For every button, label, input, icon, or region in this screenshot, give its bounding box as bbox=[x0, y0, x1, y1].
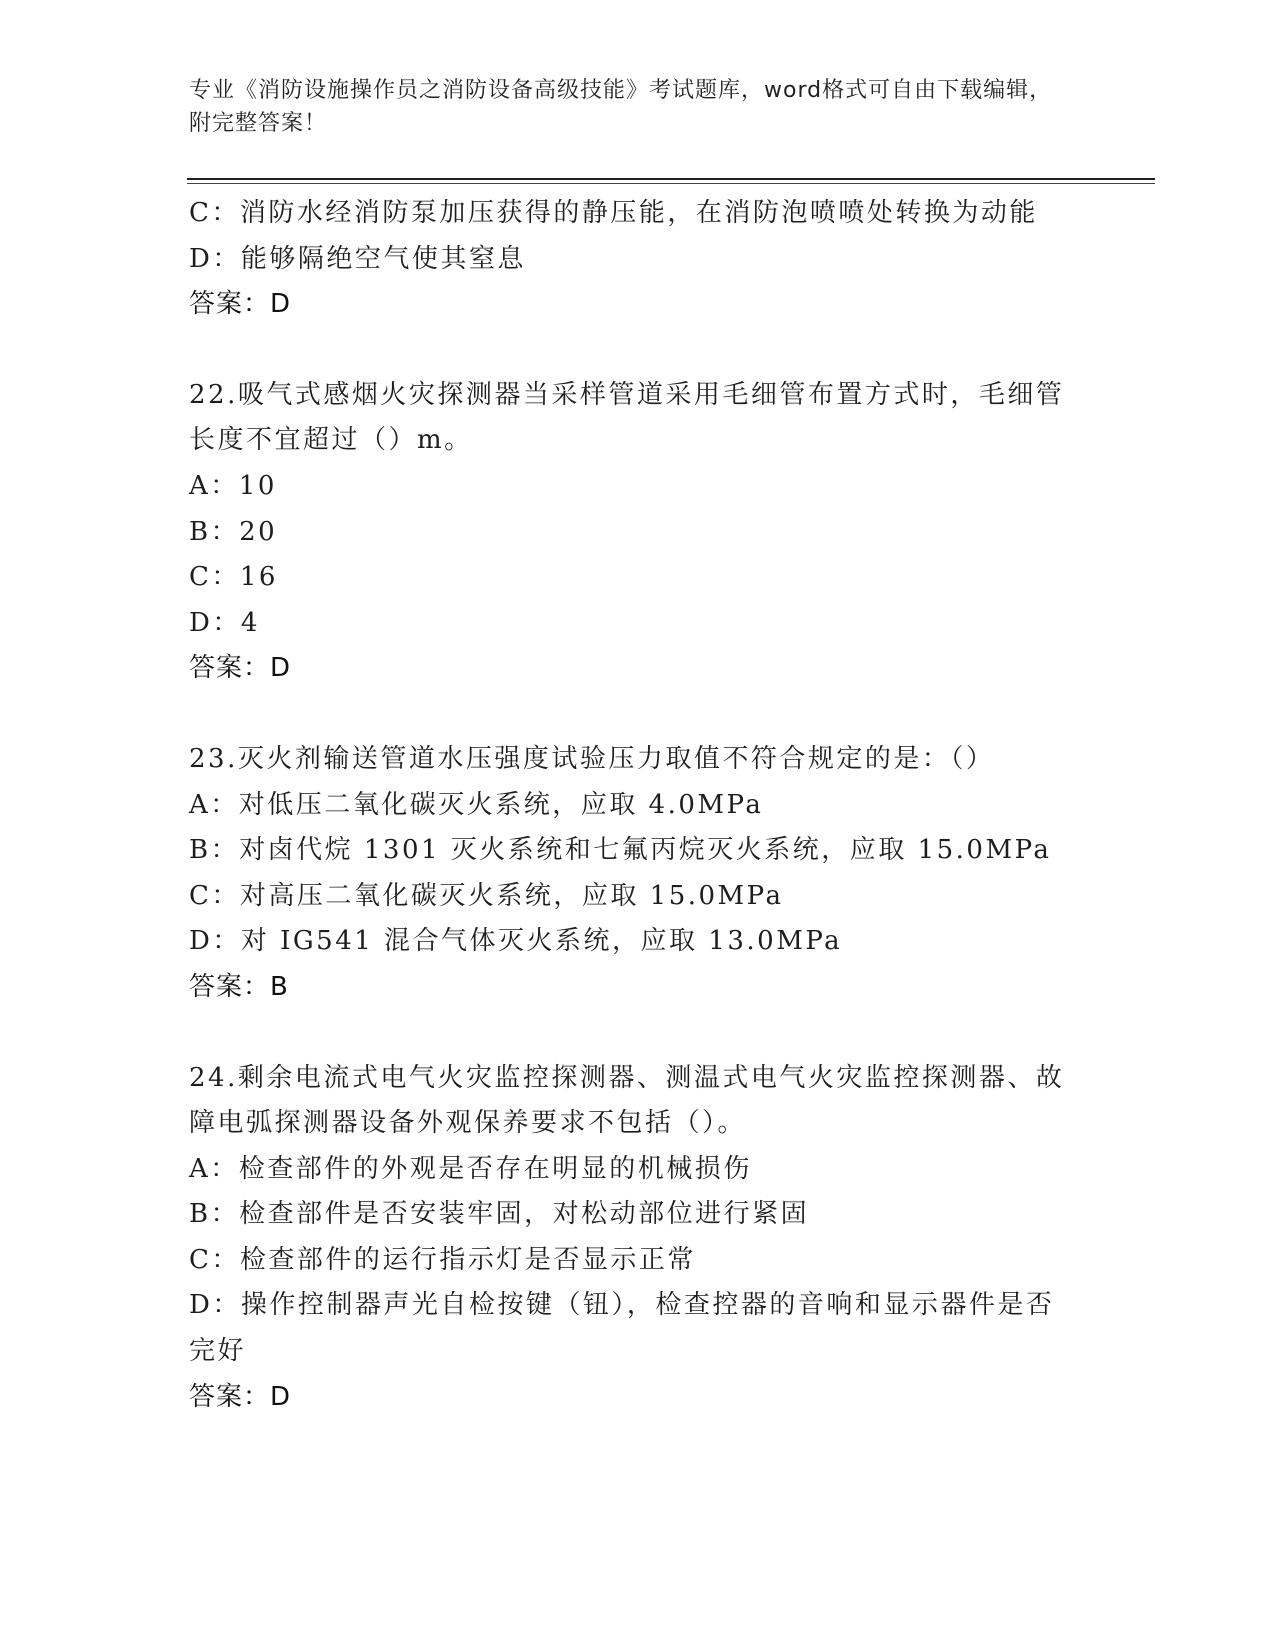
header-divider-thick bbox=[187, 178, 1155, 180]
question-stem-line: 22.吸气式感烟火灾探测器当采样管道采用毛细管布置方式时，毛细管 bbox=[189, 379, 1065, 410]
option-line: D：4 bbox=[189, 607, 260, 638]
option-line: D：能够隔绝空气使其窒息 bbox=[189, 243, 526, 274]
option-line: A：对低压二氧化碳灭火系统，应取 4.0MPa bbox=[189, 789, 764, 820]
answer-line: 答案：D bbox=[189, 1381, 292, 1412]
option-line: C：16 bbox=[189, 562, 278, 593]
previous-question-tail bbox=[189, 191, 1079, 328]
option-line: C：检查部件的运行指示灯是否显示正常 bbox=[189, 1244, 696, 1275]
answer-line: 答案：D bbox=[189, 653, 292, 684]
option-line: B：检查部件是否安装牢固，对松动部位进行紧固 bbox=[189, 1199, 810, 1230]
option-line: A：检查部件的外观是否存在明显的机械损伤 bbox=[189, 1153, 752, 1184]
option-line: C：消防水经消防泵加压获得的静压能，在消防泡喷喷处转换为动能 bbox=[189, 198, 1038, 228]
answer-line: 答案：B bbox=[189, 971, 289, 1002]
question-list bbox=[189, 191, 1079, 1420]
document-header: 专业《消防设施操作员之消防设备高级技能》考试题库，word格式可自由下载编辑，附完整答案！ bbox=[189, 78, 1053, 136]
question-24 bbox=[189, 1056, 1079, 1421]
question-23 bbox=[189, 737, 1079, 1011]
answer-line: 答案：D bbox=[189, 289, 292, 320]
header-divider-thin bbox=[187, 183, 1155, 184]
question-stem-line: 障电弧探测器设备外观保养要求不包括（）。 bbox=[189, 1108, 747, 1139]
option-line-continued: 完好 bbox=[189, 1336, 247, 1367]
question-stem-line: 23.灭火剂输送管道水压强度试验压力取值不符合规定的是：（） bbox=[189, 743, 995, 774]
question-22 bbox=[189, 373, 1079, 692]
option-line: D：对 IG541 混合气体灭火系统，应取 13.0MPa bbox=[189, 926, 843, 957]
option-line: C：对高压二氧化碳灭火系统，应取 15.0MPa bbox=[189, 880, 784, 911]
question-stem-line: 长度不宜超过（）m。 bbox=[189, 425, 473, 456]
option-line: D：操作控制器声光自检按键（钮），检查控器的音响和显示器件是否 bbox=[189, 1290, 1055, 1321]
option-line: B：对卤代烷 1301 灭火系统和七氟丙烷灭火系统，应取 15.0MPa bbox=[189, 835, 1052, 866]
option-line: A：10 bbox=[189, 470, 277, 501]
option-line: B：20 bbox=[189, 516, 278, 547]
question-stem-line: 24.剩余电流式电气火灾监控探测器、测温式电气火灾监控探测器、故 bbox=[189, 1062, 1065, 1093]
